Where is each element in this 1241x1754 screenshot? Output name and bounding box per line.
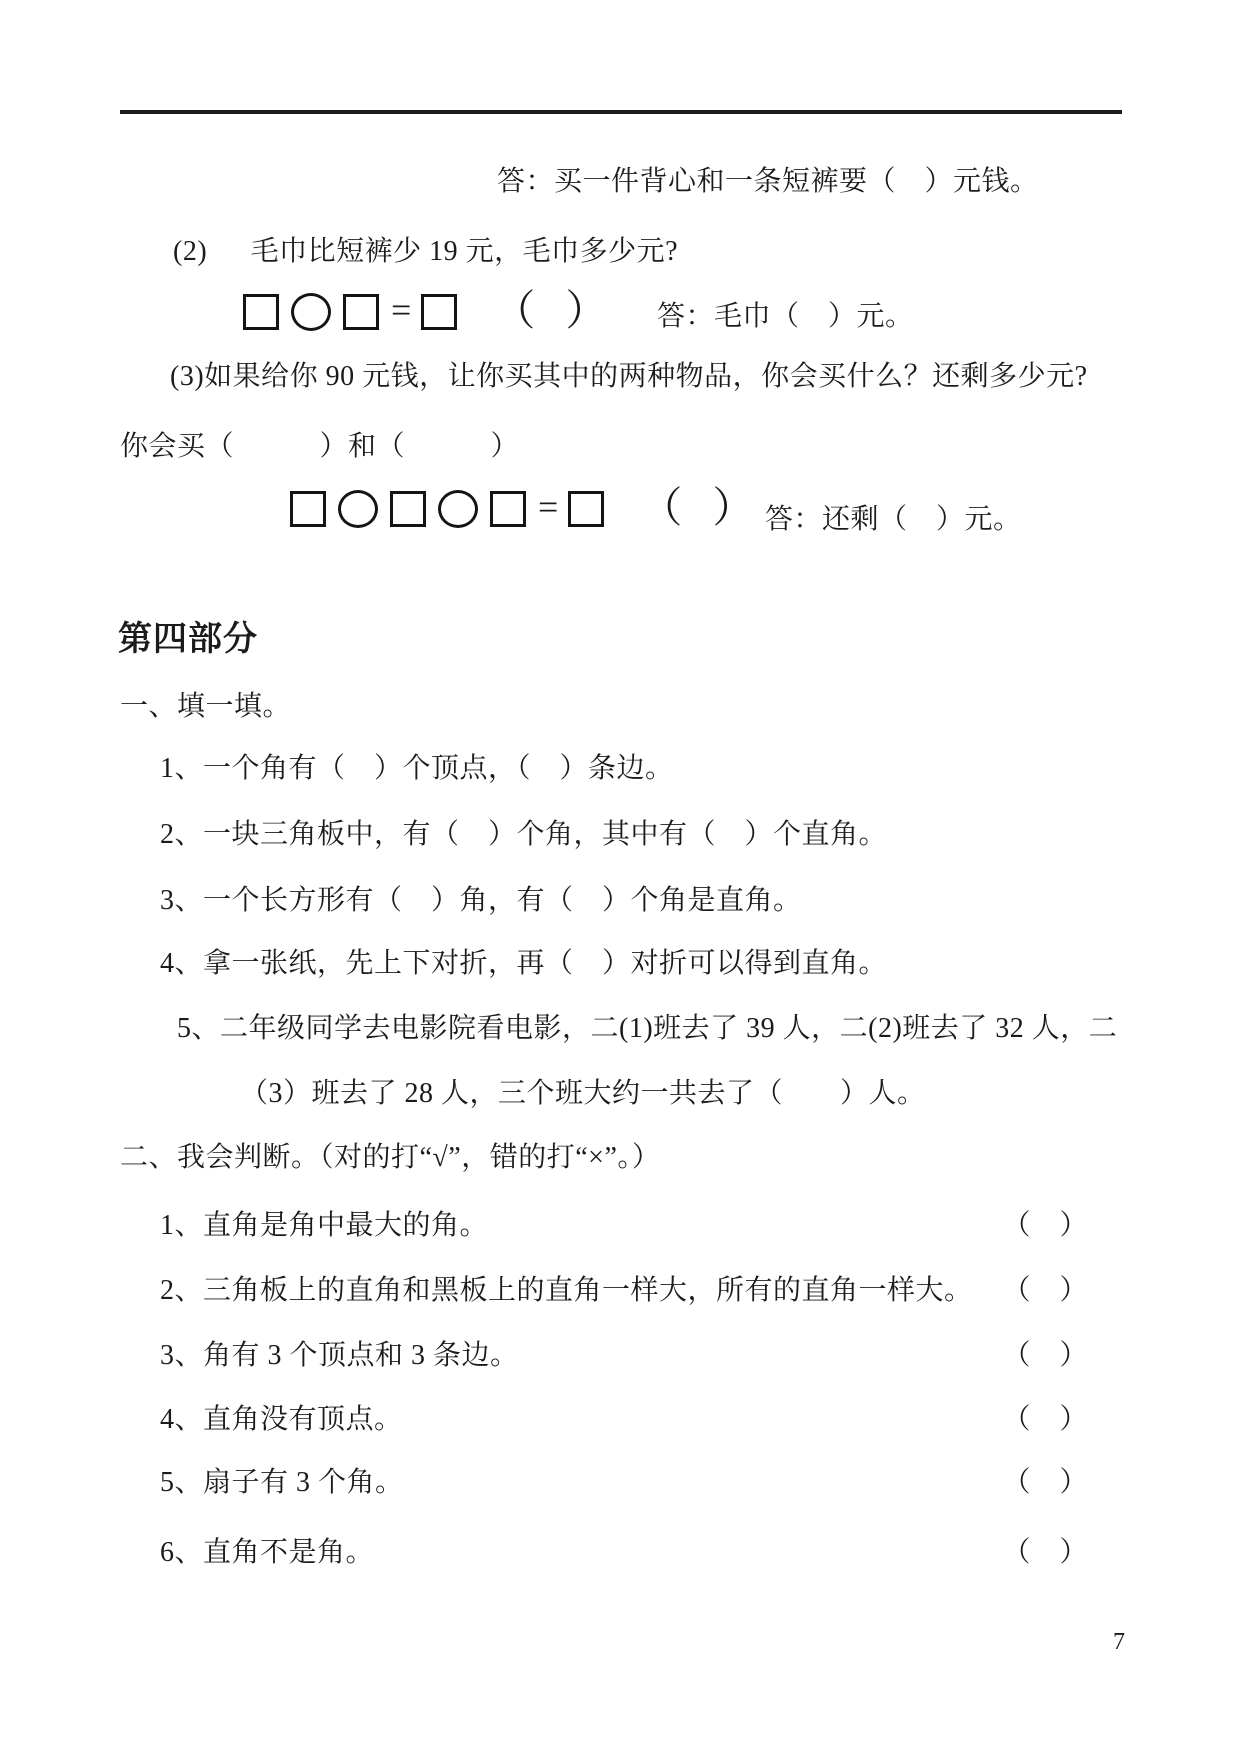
- question-3-prompt: (3)如果给你 90 元钱，让你买其中的两种物品，你会买什么？还剩多少元?: [170, 361, 1088, 392]
- blank-box: [290, 491, 326, 527]
- page-number: 7: [1113, 1629, 1125, 1655]
- judge-item-2: [160, 1274, 1088, 1308]
- fill-item-1: 1、一个角有（ ）个顶点，（ ）条边。: [160, 753, 674, 784]
- judge-item-5-text: 5、扇子有 3 个角。: [160, 1467, 404, 1498]
- equation-2: [290, 488, 748, 530]
- equation-2-unit-paren: （ ）: [640, 486, 749, 532]
- judge-item-4-text: 4、直角没有顶点。: [160, 1404, 403, 1435]
- blank-box: [421, 294, 457, 330]
- answer-line-towel: 答：毛巾（ ）元。: [657, 301, 914, 332]
- judge-section-title: 二、我会判断。（对的打“√”，错的打“×”。）: [120, 1142, 661, 1173]
- judge-item-3: [160, 1339, 1088, 1373]
- blank-box: [343, 294, 379, 330]
- section-4-heading: 第四部分: [118, 620, 258, 658]
- judge-item-5-paren: （ ）: [1002, 1467, 1088, 1498]
- operator-circle: [438, 490, 478, 528]
- equation-2-shapes: [290, 489, 616, 529]
- judge-item-6: [160, 1536, 1088, 1570]
- equation-1-unit-paren: （ ）: [493, 289, 602, 335]
- judge-item-1-paren: （ ）: [1002, 1210, 1088, 1241]
- blank-box: [390, 491, 426, 527]
- judge-item-4: [160, 1403, 1088, 1437]
- blank-box: [243, 294, 279, 330]
- fill-section-title: 一、填一填。: [120, 691, 292, 722]
- fill-item-2: 2、一块三角板中，有（ ）个角，其中有（ ）个直角。: [160, 819, 888, 850]
- judge-item-3-paren: （ ）: [1002, 1340, 1088, 1371]
- equation-1: [243, 291, 601, 333]
- fill-item-5-line-1: 5、二年级同学去电影院看电影，二(1)班去了 39 人，二(2)班去了 32 人，二: [177, 1013, 1118, 1044]
- judge-item-5: [160, 1466, 1088, 1500]
- answer-line-shirt-shorts: 答：买一件背心和一条短裤要（ ）元钱。: [497, 166, 1039, 197]
- judge-item-4-paren: （ ）: [1002, 1404, 1088, 1435]
- judge-item-1: [160, 1209, 1088, 1243]
- blank-box: [490, 491, 526, 527]
- operator-circle: [291, 293, 331, 331]
- buy-fill-line: 你会买（ ）和（ ）: [120, 431, 520, 462]
- fill-item-5-line-2: （3）班去了 28 人，三个班大约一共去了（ ）人。: [240, 1078, 926, 1109]
- judge-item-2-text: 2、三角板上的直角和黑板上的直角一样大，所有的直角一样大。: [160, 1275, 973, 1306]
- blank-box: [568, 491, 604, 527]
- question-2-prompt: (2) 毛巾比短裤少 19 元，毛巾多少元?: [173, 236, 679, 267]
- judge-item-6-paren: （ ）: [1002, 1537, 1088, 1568]
- operator-circle: [338, 490, 378, 528]
- judge-item-1-text: 1、直角是角中最大的角。: [160, 1210, 489, 1241]
- judge-item-6-text: 6、直角不是角。: [160, 1537, 375, 1568]
- answer-line-remaining: 答：还剩（ ）元。: [765, 504, 1022, 535]
- equals-sign: =: [391, 290, 412, 330]
- judge-item-2-paren: （ ）: [1002, 1275, 1088, 1306]
- fill-item-4: 4、拿一张纸，先上下对折，再（ ）对折可以得到直角。: [160, 948, 888, 979]
- equals-sign: =: [538, 487, 559, 527]
- equation-1-shapes: [243, 292, 469, 332]
- judge-item-3-text: 3、角有 3 个顶点和 3 条边。: [160, 1340, 519, 1371]
- fill-item-3: 3、一个长方形有（ ）角，有（ ）个角是直角。: [160, 885, 802, 916]
- header-rule: [120, 110, 1122, 114]
